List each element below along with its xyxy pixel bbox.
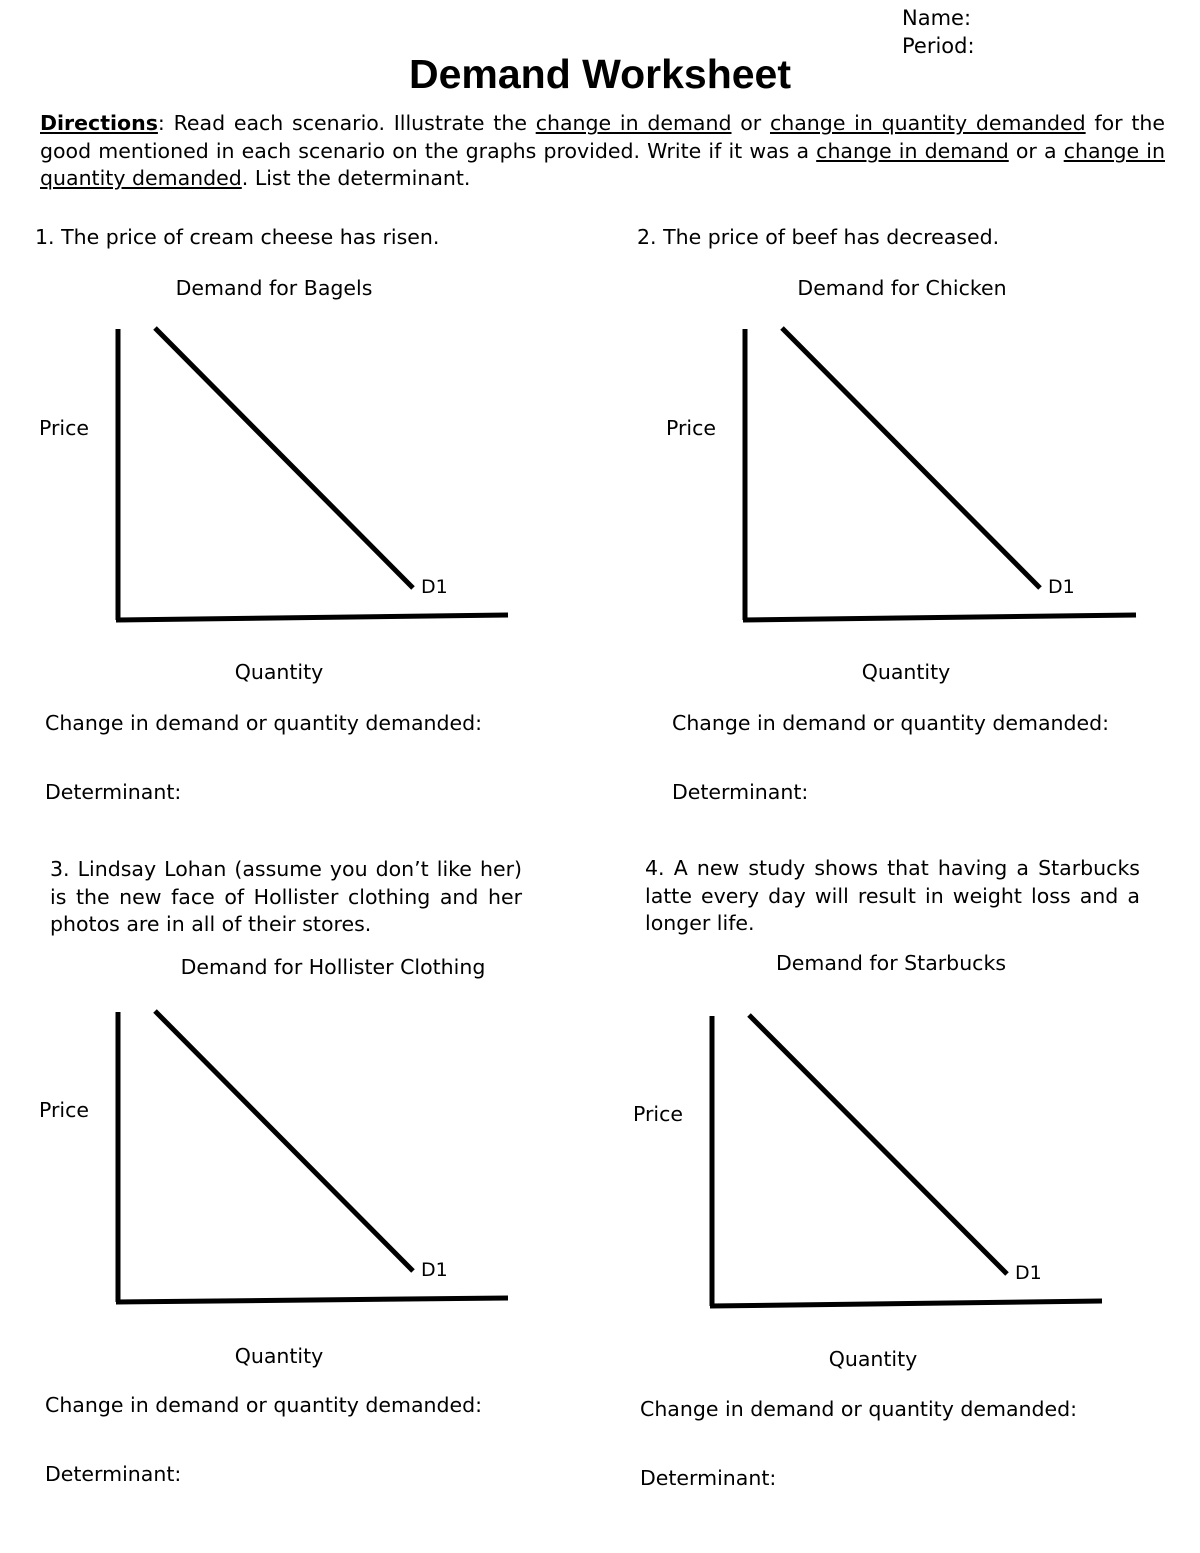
name-label: Name:: [902, 6, 972, 30]
directions-lead: Directions: [40, 111, 158, 135]
directions: [40, 110, 1165, 193]
determinant-label: Determinant:: [640, 1466, 777, 1490]
question-prompt: 1. The price of cream cheese has risen.: [35, 225, 440, 249]
question-prompt: 2. The price of beef has decreased.: [637, 225, 1000, 249]
question-prompt: 3. Lindsay Lohan (assume you don’t like her) is the new face of Hollister clothing and her photos are in all of their stores.: [50, 857, 522, 936]
y-axis-label: Price: [633, 1102, 684, 1126]
determinant-label: Determinant:: [672, 780, 809, 804]
directions-text: : Read each scenario. Illustrate the: [157, 111, 536, 135]
x-axis-label: Quantity: [234, 1344, 324, 1368]
graph-title: Demand for Starbucks: [775, 951, 1007, 975]
answer-label: Change in demand or quantity demanded:: [672, 711, 1110, 735]
y-axis-label: Price: [39, 416, 90, 440]
period-label: Period:: [902, 34, 975, 58]
directions-text: for the good mentioned in each scenario on the graphs provided. Write if it was a: [40, 111, 1165, 163]
answer-label: Change in demand or quantity demanded:: [640, 1397, 1078, 1421]
x-axis-label: Quantity: [861, 660, 951, 684]
directions-term: change in quantity demanded: [769, 111, 1086, 135]
x-axis: [710, 1301, 1102, 1306]
directions-term: change in demand: [535, 111, 732, 135]
x-axis: [116, 615, 508, 620]
directions-text: or a: [1008, 138, 1064, 163]
curve-label: D1: [421, 1259, 448, 1281]
y-axis-label: Price: [666, 416, 717, 440]
demand-curve: [749, 1015, 1007, 1274]
question-prompt: 4. A new study shows that having a Starbucks latte every day will result in weight loss and a longer life.: [645, 856, 1140, 935]
determinant-label: Determinant:: [45, 780, 182, 804]
graph-title: Demand for Bagels: [175, 276, 373, 300]
x-axis: [116, 1298, 508, 1302]
curve-label: D1: [421, 576, 448, 598]
answer-label: Change in demand or quantity demanded:: [45, 711, 483, 735]
y-axis-label: Price: [39, 1098, 90, 1122]
directions-term: change in demand: [816, 138, 1009, 163]
graph-title: Demand for Hollister Clothing: [180, 955, 486, 979]
directions-text: . List the determinant.: [241, 166, 471, 190]
x-axis: [743, 615, 1136, 620]
demand-curve: [155, 328, 413, 588]
answer-label: Change in demand or quantity demanded:: [45, 1393, 483, 1417]
page-title: Demand Worksheet: [408, 51, 791, 97]
x-axis-label: Quantity: [828, 1347, 918, 1371]
curve-label: D1: [1015, 1262, 1042, 1284]
demand-curve: [155, 1011, 413, 1271]
directions-text: or: [731, 111, 770, 135]
determinant-label: Determinant:: [45, 1462, 182, 1486]
x-axis-label: Quantity: [234, 660, 324, 684]
directions-term: change in quantity demanded: [40, 138, 1165, 190]
graph-title: Demand for Chicken: [797, 276, 1007, 300]
demand-curve: [782, 328, 1040, 588]
curve-label: D1: [1048, 576, 1075, 598]
